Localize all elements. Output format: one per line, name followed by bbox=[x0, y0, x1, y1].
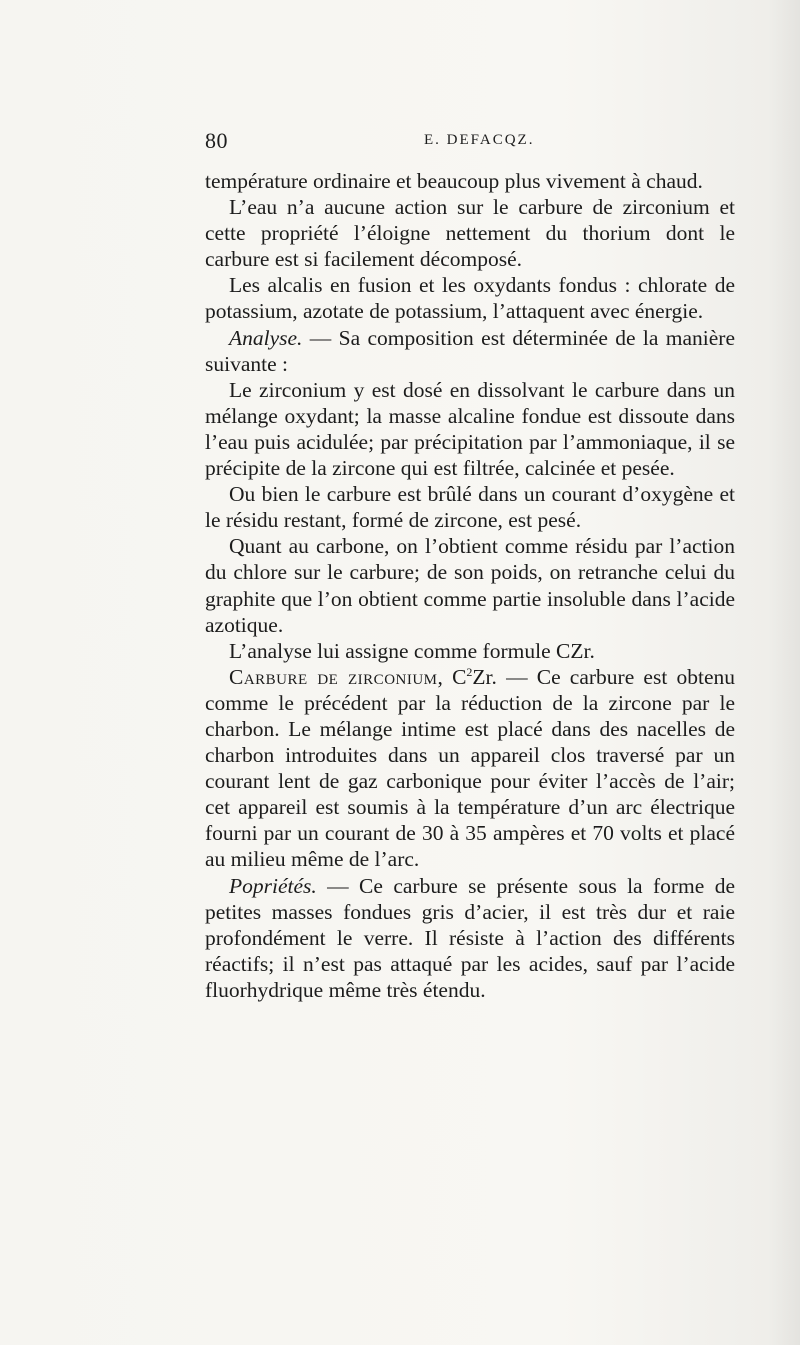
formula-prefix: , C bbox=[437, 664, 467, 689]
page-number: 80 bbox=[205, 128, 228, 153]
page-header bbox=[205, 128, 735, 156]
analysis-text: — Sa composition est déterminée de la manière suivante : bbox=[205, 325, 735, 376]
body-text bbox=[205, 168, 735, 1003]
paragraph-formula: L’analyse lui assigne comme formule CZr. bbox=[229, 638, 595, 663]
paragraph-properties bbox=[205, 873, 735, 1003]
paragraph-water-action: L’eau n’a aucune action sur le carbure de zirconium et cette propriété l’éloigne nettement du thorium dont le carbure est si facilement décomposé. bbox=[205, 195, 735, 272]
carbide-heading: Carbure de zirconium bbox=[229, 664, 438, 689]
paragraph-alkalis: Les alcalis en fusion et les oxydants fondus : chlorate de potassium, azotate de potassium, l’attaquent avec énergie. bbox=[205, 273, 735, 324]
running-head: E. DEFACQZ. bbox=[424, 132, 535, 148]
formula-subscript: 2 bbox=[466, 664, 473, 679]
formula-suffix: Zr. bbox=[472, 664, 497, 689]
properties-text: — Ce carbure se présente sous la forme de petites masses fondues gris d’acier, il est très dur et raie profondément le verre. Il résiste à l’action des différents réactifs; il n’est pas attaqué par les acides, sauf par l’acide fluorhydrique même très étendu. bbox=[205, 873, 735, 1002]
paragraph-zirconium-dosage: Le zirconium y est dosé en dissolvant le carbure dans un mélange oxydant; la masse alcaline fondue est dissoute dans l’eau puis acidulée; par précipitation par l’ammoniaque, il se précipite de la zircone qui est filtrée, calcinée et pesée. bbox=[205, 377, 735, 481]
paragraph-oxygen-combustion: Ou bien le carbure est brûlé dans un courant d’oxygène et le résidu restant, formé de zircone, est pesé. bbox=[205, 482, 735, 533]
properties-heading: Popriétés. bbox=[229, 873, 317, 898]
analysis-heading: Analyse. bbox=[229, 325, 303, 350]
paragraph-analysis bbox=[205, 325, 735, 377]
carbide-text: — Ce carbure est obtenu comme le précédent par la réduction de la zircone par le charbon. Le mélange intime est placé dans des nacelles de charbon introduites dans un appareil clos traversé par un courant lent de gaz carbonique pour éviter l’accès de l’air; cet appareil est soumis à la température d’un arc électrique fourni par un courant de 30 à 35 ampères et 70 volts et placé au milieu même de l’arc. bbox=[205, 664, 735, 872]
paragraph-carbon-determination: Quant au carbone, on l’obtient comme résidu par l’action du chlore sur le carbure; de son poids, on retranche celui du graphite que l’on obtient comme partie insoluble dans l’acide azotique. bbox=[205, 534, 735, 637]
paragraph-zirconium-carbide bbox=[205, 664, 735, 873]
paragraph-continued: température ordinaire et beaucoup plus vivement à chaud. bbox=[205, 169, 703, 193]
